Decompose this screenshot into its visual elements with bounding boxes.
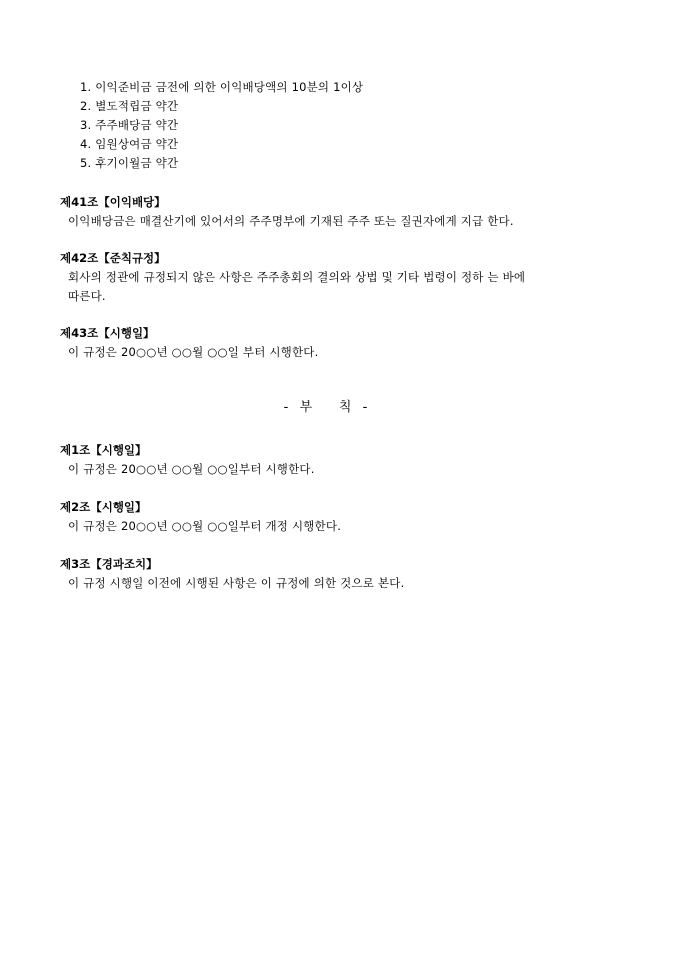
article-41 — [60, 193, 630, 231]
article-body: 이익배당금은 매결산기에 있어서의 주주명부에 기재된 주주 또는 질권자에게 지급 한다. — [68, 214, 514, 228]
article-body: 이 규정은 20○○년 ○○월 ○○일 부터 시행한다. — [68, 345, 319, 359]
article-body: 회사의 정관에 규정되지 않은 사항은 주주총회의 결의와 상법 및 기타 법령이 정하 는 바에 — [68, 270, 526, 284]
article-heading: 제2조【시행일】 — [60, 500, 147, 514]
article-heading: 제42조【준칙규정】 — [60, 251, 166, 265]
article-heading: 제41조【이익배당】 — [60, 195, 166, 209]
article-heading: 제43조【시행일】 — [60, 326, 155, 340]
article-body: 이 규정 시행일 이전에 시행된 사항은 이 규정에 의한 것으로 본다. — [68, 576, 405, 590]
article-body: 따른다. — [68, 289, 106, 303]
article-heading: 제1조【시행일】 — [60, 443, 147, 457]
article-body: 이 규정은 20○○년 ○○월 ○○일부터 개정 시행한다. — [68, 519, 342, 533]
article-42 — [60, 249, 630, 306]
list-item: 2. 별도적립금 약간 — [80, 99, 179, 113]
list-item: 3. 주주배당금 약간 — [80, 118, 179, 132]
numbered-list — [80, 78, 363, 173]
list-item: 1. 이익준비금 금전에 의한 이익배당액의 10분의 1이상 — [80, 80, 364, 94]
article-43 — [60, 324, 630, 362]
supplementary-title: - 부 칙 - — [283, 400, 369, 415]
list-item: 4. 임원상여금 약간 — [80, 137, 179, 151]
article-body: 이 규정은 20○○년 ○○월 ○○일부터 시행한다. — [68, 462, 315, 476]
supplementary-article-2 — [60, 498, 630, 536]
supplementary-article-1 — [60, 441, 630, 479]
article-heading: 제3조【경과조치】 — [60, 557, 158, 571]
list-item: 5. 후기이월금 약간 — [80, 156, 179, 170]
supplementary-article-3 — [60, 555, 630, 593]
